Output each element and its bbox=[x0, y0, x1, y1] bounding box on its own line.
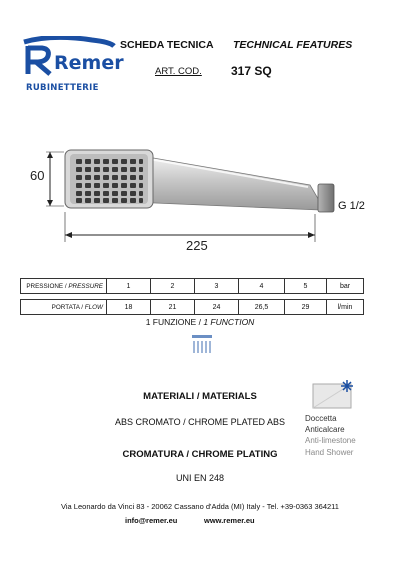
footer-address: Via Leonardo da Vinci 83 - 20062 Cassano d'Adda (MI) Italy - Tel. +39-0363 364211 bbox=[61, 502, 339, 511]
table-row bbox=[21, 300, 364, 315]
shower-handle bbox=[130, 154, 320, 210]
materials-title: MATERIALI / MATERIALS bbox=[143, 391, 257, 402]
badge-line4: Hand Shower bbox=[305, 448, 354, 457]
table-cell: 29 bbox=[285, 300, 327, 315]
art-code-value: 317 SQ bbox=[231, 64, 272, 78]
footer-email[interactable]: info@remer.eu bbox=[125, 516, 178, 525]
shower-spray-icon bbox=[190, 333, 214, 355]
anti-limestone-badge bbox=[303, 378, 373, 470]
badge-line2: Anticalcare bbox=[305, 425, 345, 434]
brand-subtitle: RUBINETTERIE bbox=[26, 83, 99, 93]
unit-cell: l/min bbox=[327, 300, 364, 315]
table-cell: 5 bbox=[285, 279, 327, 294]
limestone-drop-icon bbox=[309, 378, 361, 412]
unit-cell: bar bbox=[327, 279, 364, 294]
table-cell: 21 bbox=[151, 300, 195, 315]
table-cell: 18 bbox=[107, 300, 151, 315]
function-separator: / bbox=[196, 317, 204, 327]
brand-name: Remer bbox=[54, 52, 124, 74]
table-row bbox=[21, 279, 364, 294]
table-cell: 2 bbox=[151, 279, 195, 294]
flow-label: PORTATA / FLOW bbox=[21, 300, 107, 315]
footer-website[interactable]: www.remer.eu bbox=[204, 516, 255, 525]
spec-table bbox=[20, 278, 364, 315]
pressure-label: PRESSIONE / PRESSURE bbox=[21, 279, 107, 294]
length-dimension: 225 bbox=[186, 238, 208, 253]
thread-connector bbox=[318, 184, 334, 212]
height-dimension: 60 bbox=[30, 168, 45, 183]
art-code-label: ART. COD. bbox=[155, 66, 202, 77]
plating-title: CROMATURA / CHROME PLATING bbox=[122, 449, 278, 460]
title-italian: SCHEDA TECNICA bbox=[120, 39, 214, 51]
table-cell: 3 bbox=[195, 279, 239, 294]
function-line bbox=[100, 317, 300, 327]
table-cell: 26,5 bbox=[239, 300, 285, 315]
materials-value: ABS CROMATO / CHROME PLATED ABS bbox=[114, 417, 286, 427]
brand-logo bbox=[22, 36, 124, 96]
badge-line3: Anti-limestone bbox=[305, 436, 356, 445]
connection-thread: G 1/2 bbox=[338, 200, 365, 212]
hand-shower-drawing bbox=[20, 140, 365, 250]
table-cell: 24 bbox=[195, 300, 239, 315]
title-english: TECHNICAL FEATURES bbox=[233, 39, 353, 51]
table-cell: 1 bbox=[107, 279, 151, 294]
table-cell: 4 bbox=[239, 279, 285, 294]
function-english: 1 FUNCTION bbox=[203, 317, 255, 327]
plating-value: UNI EN 248 bbox=[175, 473, 225, 483]
badge-line1: Doccetta bbox=[305, 414, 337, 423]
function-italian: 1 FUNZIONE bbox=[145, 317, 197, 327]
